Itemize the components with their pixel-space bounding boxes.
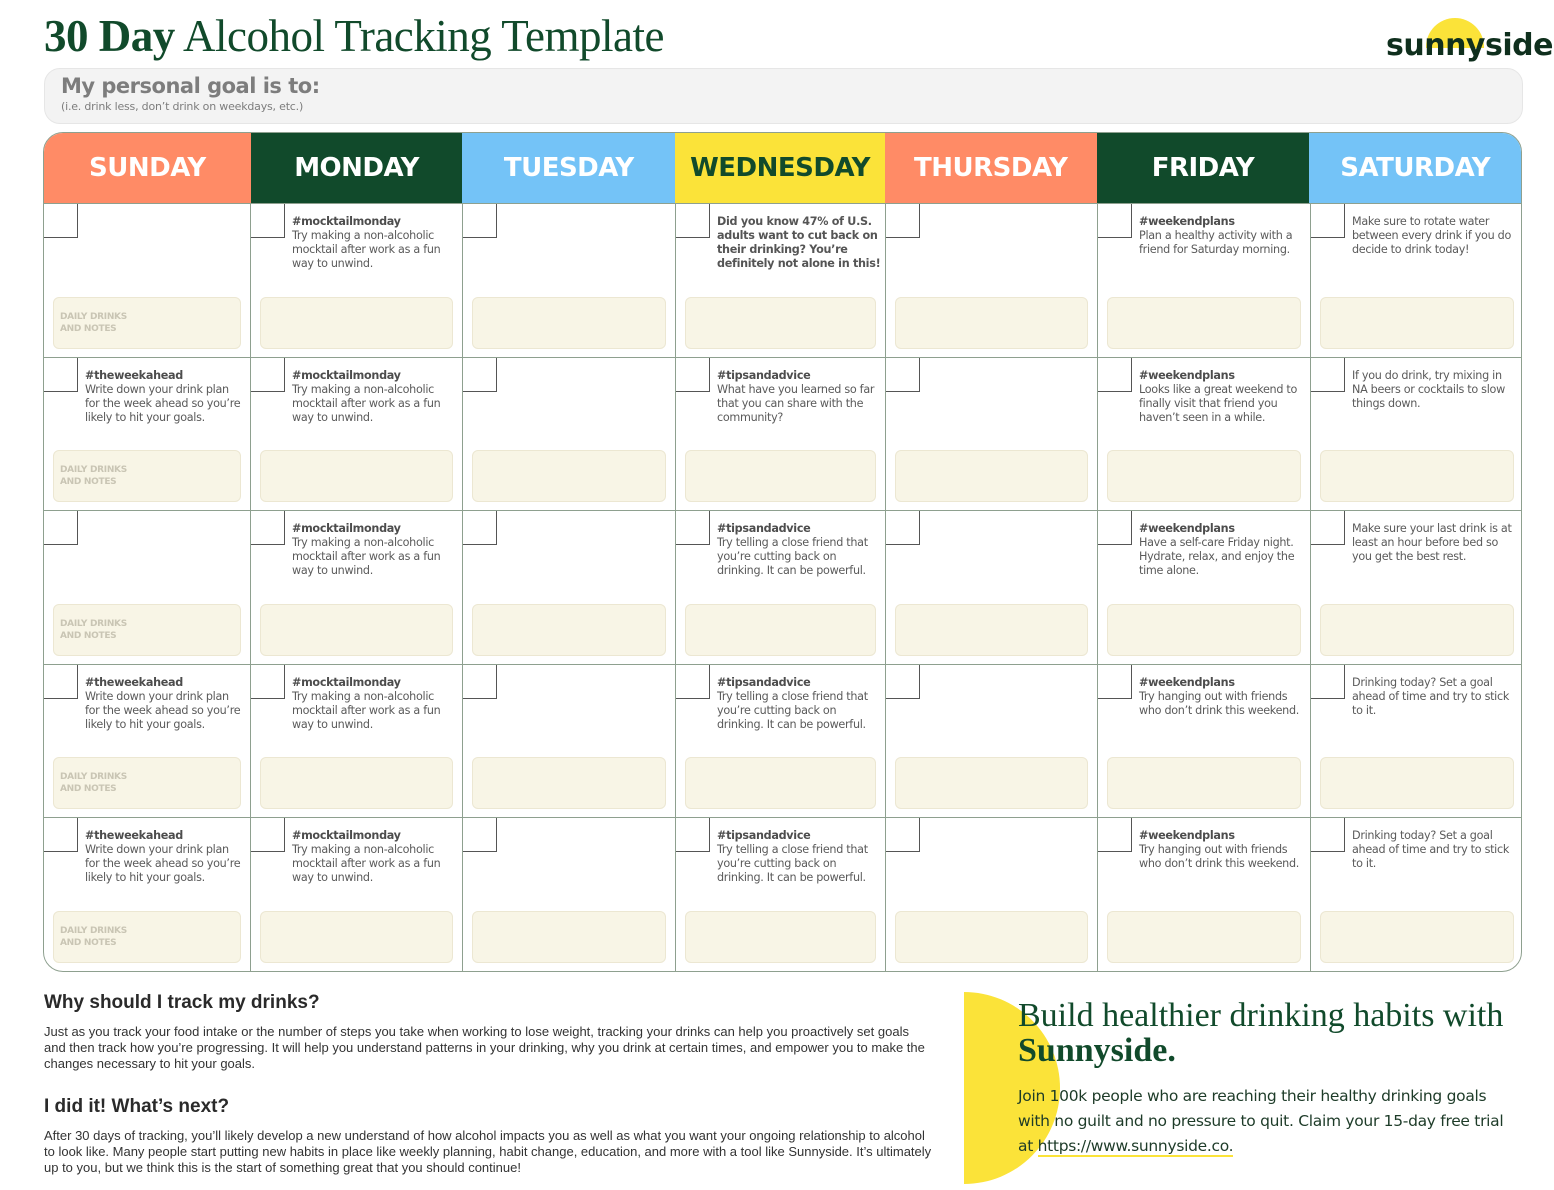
personal-goal-field[interactable]: [44, 68, 1523, 124]
daily-tip: [1139, 829, 1306, 871]
day-checkbox[interactable]: [1098, 511, 1132, 545]
day-checkbox[interactable]: [1098, 665, 1132, 699]
week-row: [44, 203, 1522, 357]
day-checkbox[interactable]: [251, 665, 285, 699]
daily-notes-field[interactable]: [1107, 297, 1301, 349]
tip-text: Write down your drink plan for the week ahead so you’re likely to hit your goals.: [85, 843, 241, 885]
daily-notes-field[interactable]: [685, 450, 876, 502]
day-checkbox[interactable]: [463, 665, 497, 699]
day-cell: [1311, 511, 1522, 664]
day-checkbox[interactable]: [676, 511, 710, 545]
day-checkbox[interactable]: [676, 358, 710, 392]
daily-notes-field[interactable]: [260, 450, 453, 502]
day-checkbox[interactable]: [1098, 818, 1132, 852]
day-cell: [1098, 358, 1311, 511]
notes-placeholder: DAILY DRINKS AND NOTES: [60, 618, 127, 641]
tip-text: Make sure to rotate water between every drink if you do decide to drink today!: [1352, 215, 1511, 256]
promo-body-text: Join 100k people who are reaching their healthy drinking goals with no guilt and no pressure to quit. Claim your 15-day free trial at: [1018, 1087, 1504, 1155]
daily-tip: [292, 215, 458, 271]
notes-placeholder: DAILY DRINKS AND NOTES: [60, 926, 127, 948]
day-cell: [676, 665, 886, 818]
daily-tip: [1139, 676, 1306, 718]
day-cell: [676, 358, 886, 511]
promo-heading-bold: Sunnyside.: [1018, 1032, 1176, 1069]
daily-notes-field[interactable]: [260, 911, 453, 963]
tip-text: Drinking today? Set a goal ahead of time and try to stick to it.: [1352, 675, 1510, 717]
daily-notes-field[interactable]: [53, 450, 241, 502]
daily-notes-field[interactable]: [260, 757, 453, 809]
day-checkbox[interactable]: [886, 818, 920, 852]
day-cell: [1098, 511, 1311, 664]
day-header-wednesday: WEDNESDAY: [675, 133, 885, 203]
tracking-calendar: [43, 132, 1522, 972]
day-checkbox[interactable]: [886, 358, 920, 392]
tip-text: Looks like a great weekend to finally visit that friend you haven’t seen in a while.: [1139, 382, 1298, 424]
day-cell: [44, 818, 251, 971]
daily-notes-field[interactable]: [53, 297, 241, 349]
daily-tip: [1352, 676, 1519, 718]
daily-notes-field[interactable]: [685, 911, 876, 963]
daily-notes-field[interactable]: [260, 604, 453, 656]
daily-tip: [1352, 522, 1519, 564]
daily-notes-field[interactable]: [1107, 604, 1301, 656]
daily-notes-field[interactable]: [685, 297, 876, 349]
daily-notes-field[interactable]: [1320, 911, 1514, 963]
tip-text: Plan a healthy activity with a friend for Saturday morning.: [1139, 229, 1293, 256]
daily-notes-field[interactable]: [895, 911, 1088, 963]
tip-text: Make sure your last drink is at least an hour before bed so you get the best rest.: [1352, 522, 1512, 564]
tip-text: Have a self-care Friday night. Hydrate, relax, and enjoy the time alone.: [1139, 536, 1295, 578]
page-title: [44, 10, 664, 62]
daily-notes-field[interactable]: [1320, 297, 1514, 349]
daily-notes-field[interactable]: [685, 604, 876, 656]
tip-text: Try telling a close friend that you’re cutting back on drinking. It can be powerful.: [717, 843, 868, 885]
tip-hashtag: #tipsandadvice: [717, 522, 811, 536]
day-cell: [886, 665, 1098, 818]
daily-tip: [1352, 215, 1519, 257]
day-checkbox[interactable]: [463, 511, 497, 545]
promo-heading: [1018, 998, 1538, 1068]
day-checkbox[interactable]: [44, 665, 78, 699]
day-checkbox[interactable]: [1098, 358, 1132, 392]
day-checkbox[interactable]: [463, 204, 497, 238]
tip-hashtag: #mocktailmonday: [292, 368, 401, 382]
daily-notes-field[interactable]: [1320, 757, 1514, 809]
tip-hashtag: #theweekahead: [85, 675, 183, 689]
daily-tip: [717, 829, 881, 885]
day-checkbox[interactable]: [1311, 818, 1345, 852]
whats-next-body: After 30 days of tracking, you’ll likely develop a new understand of how alcohol impacts you as well as what you want your ongoing relationship to alcohol to look like. Many people start putting new habits in place like weekly planning, habit change, education, and more with a tool like Sunnyside. It’s ultimately up to you, but we think this is the start of something great that you should continue!: [44, 1128, 932, 1175]
day-checkbox[interactable]: [1311, 511, 1345, 545]
tip-text: Try making a non-alcoholic mocktail after work as a fun way to unwind.: [292, 229, 441, 270]
day-checkbox[interactable]: [463, 818, 497, 852]
day-cell: [251, 665, 463, 818]
day-cell: [676, 204, 886, 357]
tip-text: Try making a non-alcoholic mocktail after work as a fun way to unwind.: [292, 536, 441, 578]
daily-notes-field[interactable]: [895, 297, 1088, 349]
daily-tip: [1139, 215, 1306, 257]
tip-text: Try making a non-alcoholic mocktail after work as a fun way to unwind.: [292, 689, 441, 731]
daily-notes-field[interactable]: [472, 911, 666, 963]
week-row: [44, 357, 1522, 511]
daily-notes-field[interactable]: [685, 757, 876, 809]
day-checkbox[interactable]: [251, 818, 285, 852]
day-cell: [886, 511, 1098, 664]
day-cell: [251, 511, 463, 664]
day-checkbox[interactable]: [44, 818, 78, 852]
tip-hashtag: #weekendplans: [1139, 215, 1235, 228]
day-cell: [44, 358, 251, 511]
daily-notes-field[interactable]: [895, 604, 1088, 656]
day-cell: [886, 204, 1098, 357]
tip-hashtag: #weekendplans: [1139, 829, 1235, 843]
daily-tip: [1139, 369, 1306, 425]
daily-notes-field[interactable]: [1107, 911, 1301, 963]
daily-tip: [717, 676, 881, 732]
promo-heading-regular: Build healthier drinking habits with: [1018, 997, 1504, 1034]
daily-notes-field[interactable]: [53, 911, 241, 963]
sunnyside-promo: [964, 992, 1554, 1190]
tip-hashtag: #theweekahead: [85, 368, 183, 382]
tip-text: Try telling a close friend that you’re cutting back on drinking. It can be powerful.: [717, 536, 868, 578]
day-cell: [463, 818, 676, 971]
why-track-heading: Why should I track my drinks?: [44, 992, 320, 1013]
day-checkbox[interactable]: [1098, 204, 1132, 238]
daily-tip: [717, 215, 881, 271]
tip-hashtag: #theweekahead: [85, 829, 183, 843]
daily-tip: [292, 829, 458, 885]
tip-text: Did you know 47% of U.S. adults want to cut back on their drinking? You’re definitely not alone in this!: [717, 215, 881, 270]
tip-hashtag: #tipsandadvice: [717, 829, 811, 843]
sunnyside-link[interactable]: https://www.sunnyside.co.: [1037, 1137, 1234, 1155]
day-cell: [251, 818, 463, 971]
goal-hint: (i.e. drink less, don’t drink on weekdays, etc.): [61, 100, 304, 113]
day-checkbox[interactable]: [676, 818, 710, 852]
day-header-sunday: SUNDAY: [44, 133, 251, 203]
daily-notes-field[interactable]: [1320, 450, 1514, 502]
tip-hashtag: #weekendplans: [1139, 675, 1235, 689]
daily-tip: [292, 522, 458, 578]
tip-hashtag: #tipsandadvice: [717, 368, 811, 382]
sunnyside-logo: [1384, 14, 1553, 64]
day-cell: [676, 511, 886, 664]
daily-tip: [85, 829, 246, 885]
daily-tip: [292, 676, 458, 732]
day-header-friday: FRIDAY: [1097, 133, 1310, 203]
daily-tip: [85, 676, 246, 732]
day-checkbox[interactable]: [44, 358, 78, 392]
tip-text: Try making a non-alcoholic mocktail after work as a fun way to unwind.: [292, 843, 441, 885]
notes-placeholder: DAILY DRINKS AND NOTES: [60, 465, 127, 488]
notes-placeholder: DAILY DRINKS AND NOTES: [60, 311, 127, 334]
day-cell: [1311, 204, 1522, 357]
day-checkbox[interactable]: [251, 358, 285, 392]
tip-text: Try hanging out with friends who don’t drink this weekend.: [1139, 689, 1300, 717]
day-checkbox[interactable]: [676, 204, 710, 238]
day-header-monday: MONDAY: [251, 133, 463, 203]
daily-notes-field[interactable]: [1107, 757, 1301, 809]
title-rest: Alcohol Tracking Template: [174, 11, 664, 61]
daily-notes-field[interactable]: [1107, 450, 1301, 502]
day-cell: [463, 358, 676, 511]
tip-hashtag: #tipsandadvice: [717, 675, 811, 689]
day-cell: [886, 358, 1098, 511]
day-cell: [463, 665, 676, 818]
daily-notes-field[interactable]: [260, 297, 453, 349]
daily-notes-field[interactable]: [895, 757, 1088, 809]
tip-text: Try hanging out with friends who don’t drink this weekend.: [1139, 843, 1300, 871]
day-checkbox[interactable]: [251, 511, 285, 545]
day-cell: [1311, 665, 1522, 818]
day-cell: [1098, 204, 1311, 357]
tip-text: Write down your drink plan for the week ahead so you’re likely to hit your goals.: [85, 382, 241, 424]
daily-tip: [717, 522, 881, 578]
day-cell: [463, 204, 676, 357]
daily-tip: [1352, 829, 1519, 871]
day-checkbox[interactable]: [886, 204, 920, 238]
why-track-section: [44, 992, 934, 1072]
whats-next-section: [44, 1096, 934, 1176]
calendar-grid: [44, 203, 1521, 971]
day-cell: [44, 511, 251, 664]
day-cell: [1098, 818, 1311, 971]
tip-text: If you do drink, try mixing in NA beers or cocktails to slow things down.: [1352, 368, 1505, 410]
tip-hashtag: #mocktailmonday: [292, 215, 401, 228]
day-header-tuesday: TUESDAY: [462, 133, 675, 203]
day-cell: [251, 204, 463, 357]
day-header-thursday: THURSDAY: [885, 133, 1097, 203]
day-cell: [676, 818, 886, 971]
daily-notes-field[interactable]: [472, 604, 666, 656]
tip-hashtag: #mocktailmonday: [292, 522, 401, 536]
tip-text: Drinking today? Set a goal ahead of time and try to stick to it.: [1352, 829, 1510, 871]
daily-tip: [717, 369, 881, 425]
day-cell: [44, 665, 251, 818]
day-checkbox[interactable]: [1311, 358, 1345, 392]
title-bold: 30 Day: [44, 11, 175, 61]
day-cell: [1311, 818, 1522, 971]
day-cell: [44, 204, 251, 357]
daily-notes-field[interactable]: [472, 297, 666, 349]
day-checkbox[interactable]: [886, 511, 920, 545]
daily-notes-field[interactable]: [472, 450, 666, 502]
day-checkbox[interactable]: [886, 665, 920, 699]
day-header-saturday: SATURDAY: [1309, 133, 1521, 203]
tip-hashtag: #mocktailmonday: [292, 829, 401, 843]
daily-notes-field[interactable]: [53, 604, 241, 656]
daily-tip: [85, 369, 246, 425]
daily-tip: [292, 369, 458, 425]
day-checkbox[interactable]: [44, 204, 78, 238]
week-row: [44, 664, 1522, 818]
tip-text: What have you learned so far that you can share with the community?: [717, 382, 875, 424]
daily-notes-field[interactable]: [472, 757, 666, 809]
daily-notes-field[interactable]: [53, 757, 241, 809]
daily-notes-field[interactable]: [895, 450, 1088, 502]
tip-hashtag: #weekendplans: [1139, 522, 1235, 536]
daily-tip: [1352, 369, 1519, 411]
day-cell: [1311, 358, 1522, 511]
tip-text: Try telling a close friend that you’re cutting back on drinking. It can be powerful.: [717, 689, 868, 731]
whats-next-heading: I did it! What’s next?: [44, 1096, 230, 1117]
tip-text: Try making a non-alcoholic mocktail after work as a fun way to unwind.: [292, 382, 441, 424]
goal-label: My personal goal is to:: [61, 74, 320, 98]
week-row: [44, 510, 1522, 664]
day-cell: [1098, 665, 1311, 818]
why-track-body: Just as you track your food intake or the number of steps you take when working to lose weight, tracking your drinks can help you proactively set goals and then track how you’re progressing. It will help you understand patterns in your drinking, why you drink at certain times, and empower you to make the changes necessary to hit your goals.: [44, 1024, 925, 1071]
daily-notes-field[interactable]: [1320, 604, 1514, 656]
notes-placeholder: DAILY DRINKS AND NOTES: [60, 772, 127, 795]
daily-tip: [1139, 522, 1306, 578]
day-checkbox[interactable]: [463, 358, 497, 392]
day-cell: [463, 511, 676, 664]
tip-hashtag: #mocktailmonday: [292, 675, 401, 689]
day-checkbox[interactable]: [1311, 665, 1345, 699]
day-checkbox[interactable]: [251, 204, 285, 238]
tip-hashtag: #weekendplans: [1139, 368, 1235, 382]
logo-wordmark: sunnyside: [1386, 28, 1553, 63]
day-checkbox[interactable]: [676, 665, 710, 699]
day-cell: [886, 818, 1098, 971]
day-checkbox[interactable]: [44, 511, 78, 545]
weekday-header-row: [44, 133, 1521, 203]
day-cell: [251, 358, 463, 511]
promo-body: [1018, 1084, 1518, 1159]
tip-text: Write down your drink plan for the week ahead so you’re likely to hit your goals.: [85, 689, 241, 731]
week-row: [44, 817, 1522, 971]
day-checkbox[interactable]: [1311, 204, 1345, 238]
